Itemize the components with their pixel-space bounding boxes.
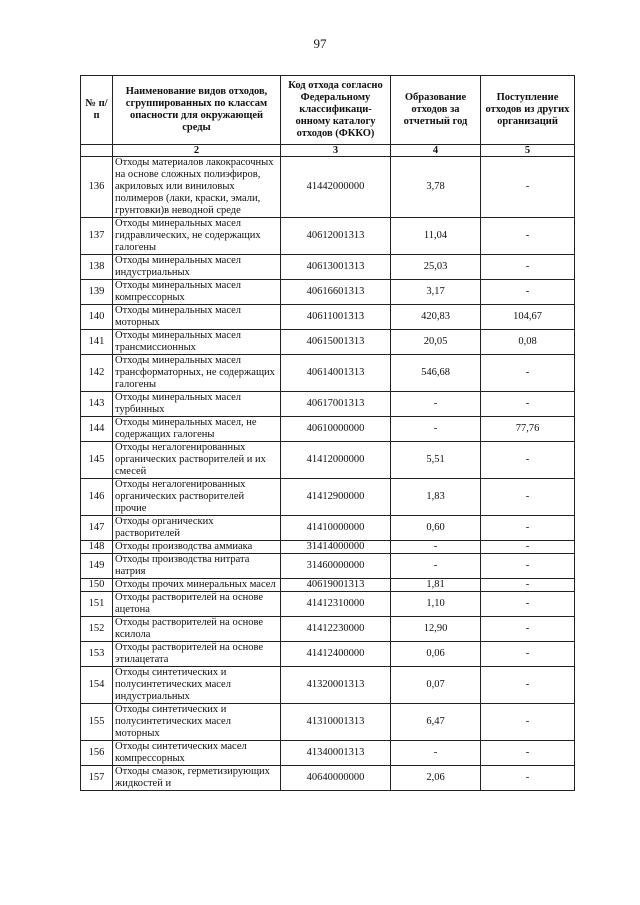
header-num: № п/п xyxy=(81,76,113,145)
table-row xyxy=(81,255,575,280)
row-number: 156 xyxy=(81,741,113,766)
generated-amount: - xyxy=(391,392,481,417)
waste-name: Отходы растворителей на основе ацетона xyxy=(113,592,281,617)
waste-name: Отходы негалогенированных органических растворителей прочие xyxy=(113,479,281,516)
received-amount: - xyxy=(481,704,575,741)
waste-name: Отходы растворителей на основе ксилола xyxy=(113,617,281,642)
received-amount: - xyxy=(481,280,575,305)
row-number: 149 xyxy=(81,554,113,579)
received-amount: - xyxy=(481,218,575,255)
row-number: 139 xyxy=(81,280,113,305)
row-number: 147 xyxy=(81,516,113,541)
row-number: 148 xyxy=(81,541,113,554)
received-amount: - xyxy=(481,642,575,667)
fkko-code: 41442000000 xyxy=(281,157,391,218)
fkko-code: 41320001313 xyxy=(281,667,391,704)
row-number: 152 xyxy=(81,617,113,642)
generated-amount: 0,07 xyxy=(391,667,481,704)
fkko-code: 40615001313 xyxy=(281,330,391,355)
fkko-code: 40611001313 xyxy=(281,305,391,330)
waste-name: Отходы растворителей на основе этилацетата xyxy=(113,642,281,667)
received-amount: 77,76 xyxy=(481,417,575,442)
row-number: 142 xyxy=(81,355,113,392)
table-row xyxy=(81,479,575,516)
received-amount: - xyxy=(481,579,575,592)
waste-name: Отходы синтетических и полусинтетических масел моторных xyxy=(113,704,281,741)
waste-name: Отходы прочих минеральных масел xyxy=(113,579,281,592)
table-row xyxy=(81,330,575,355)
row-number: 157 xyxy=(81,766,113,791)
row-number: 154 xyxy=(81,667,113,704)
received-amount: - xyxy=(481,392,575,417)
fkko-code: 41412900000 xyxy=(281,479,391,516)
row-number: 155 xyxy=(81,704,113,741)
page-number: 97 xyxy=(313,36,327,51)
fkko-code: 41412400000 xyxy=(281,642,391,667)
received-amount: - xyxy=(481,516,575,541)
column-index: 3 xyxy=(281,145,391,157)
received-amount: - xyxy=(481,766,575,791)
waste-name: Отходы смазок, герметизирующих жидкостей и xyxy=(113,766,281,791)
waste-name: Отходы минеральных масел индустриальных xyxy=(113,255,281,280)
row-number: 153 xyxy=(81,642,113,667)
table-row xyxy=(81,617,575,642)
waste-name: Отходы минеральных масел трансформаторных, не содержащих галогены xyxy=(113,355,281,392)
column-index: 2 xyxy=(113,145,281,157)
generated-amount: 1,83 xyxy=(391,479,481,516)
table-row xyxy=(81,157,575,218)
generated-amount: 20,05 xyxy=(391,330,481,355)
table-row xyxy=(81,766,575,791)
fkko-code: 40617001313 xyxy=(281,392,391,417)
fkko-code: 41340001313 xyxy=(281,741,391,766)
generated-amount: 6,47 xyxy=(391,704,481,741)
fkko-code: 31460000000 xyxy=(281,554,391,579)
received-amount: 104,67 xyxy=(481,305,575,330)
generated-amount: 0,60 xyxy=(391,516,481,541)
received-amount: - xyxy=(481,741,575,766)
received-amount: - xyxy=(481,157,575,218)
received-amount: - xyxy=(481,541,575,554)
table-body xyxy=(81,157,575,791)
fkko-code: 40610000000 xyxy=(281,417,391,442)
table-row xyxy=(81,592,575,617)
row-number: 151 xyxy=(81,592,113,617)
column-index: 4 xyxy=(391,145,481,157)
row-number: 138 xyxy=(81,255,113,280)
table-row xyxy=(81,218,575,255)
generated-amount: 5,51 xyxy=(391,442,481,479)
table-row xyxy=(81,392,575,417)
header-name: Наименование видов отходов, сгруппированных по классам опасности для окружающей среды xyxy=(113,76,281,145)
generated-amount: 12,90 xyxy=(391,617,481,642)
fkko-code: 41412230000 xyxy=(281,617,391,642)
table-row xyxy=(81,280,575,305)
received-amount: - xyxy=(481,554,575,579)
generated-amount: 3,17 xyxy=(391,280,481,305)
header-generated: Образование отходов за отчетный год xyxy=(391,76,481,145)
waste-name: Отходы синтетических и полусинтетических масел индустриальных xyxy=(113,667,281,704)
received-amount: - xyxy=(481,479,575,516)
fkko-code: 40616601313 xyxy=(281,280,391,305)
generated-amount: 11,04 xyxy=(391,218,481,255)
waste-name: Отходы материалов лакокрасочных на основе сложных полиэфиров, акриловых или виниловых полимеров (лаки, краски, эмали, грунтовки)в неводной среде xyxy=(113,157,281,218)
table-row xyxy=(81,579,575,592)
generated-amount: 546,68 xyxy=(391,355,481,392)
table-row xyxy=(81,442,575,479)
header-row xyxy=(81,76,575,145)
table-row xyxy=(81,554,575,579)
waste-name: Отходы минеральных масел, не содержащих галогены xyxy=(113,417,281,442)
table-row xyxy=(81,704,575,741)
column-index: 5 xyxy=(481,145,575,157)
fkko-code: 31414000000 xyxy=(281,541,391,554)
generated-amount: 420,83 xyxy=(391,305,481,330)
row-number: 140 xyxy=(81,305,113,330)
column-index-row xyxy=(81,145,575,157)
waste-name: Отходы минеральных масел моторных xyxy=(113,305,281,330)
received-amount: - xyxy=(481,442,575,479)
table-row xyxy=(81,541,575,554)
generated-amount: - xyxy=(391,741,481,766)
fkko-code: 41412000000 xyxy=(281,442,391,479)
row-number: 137 xyxy=(81,218,113,255)
received-amount: 0,08 xyxy=(481,330,575,355)
generated-amount: 25,03 xyxy=(391,255,481,280)
waste-name: Отходы органических растворителей xyxy=(113,516,281,541)
header-received: Поступление отходов из других организаций xyxy=(481,76,575,145)
waste-table xyxy=(80,75,575,791)
generated-amount: 1,81 xyxy=(391,579,481,592)
table-row xyxy=(81,355,575,392)
generated-amount: - xyxy=(391,417,481,442)
generated-amount: - xyxy=(391,554,481,579)
fkko-code: 40640000000 xyxy=(281,766,391,791)
table-row xyxy=(81,642,575,667)
received-amount: - xyxy=(481,592,575,617)
generated-amount: 2,06 xyxy=(391,766,481,791)
fkko-code: 41412310000 xyxy=(281,592,391,617)
generated-amount: 1,10 xyxy=(391,592,481,617)
fkko-code: 40619001313 xyxy=(281,579,391,592)
table-row xyxy=(81,741,575,766)
row-number: 150 xyxy=(81,579,113,592)
fkko-code: 41310001313 xyxy=(281,704,391,741)
received-amount: - xyxy=(481,667,575,704)
row-number: 141 xyxy=(81,330,113,355)
waste-name: Отходы минеральных масел турбинных xyxy=(113,392,281,417)
column-index xyxy=(81,145,113,157)
row-number: 146 xyxy=(81,479,113,516)
row-number: 136 xyxy=(81,157,113,218)
waste-name: Отходы минеральных масел компрессорных xyxy=(113,280,281,305)
waste-name: Отходы минеральных масел трансмиссионных xyxy=(113,330,281,355)
row-number: 145 xyxy=(81,442,113,479)
fkko-code: 41410000000 xyxy=(281,516,391,541)
table-row xyxy=(81,667,575,704)
generated-amount: 0,06 xyxy=(391,642,481,667)
fkko-code: 40613001313 xyxy=(281,255,391,280)
waste-name: Отходы производства нитрата натрия xyxy=(113,554,281,579)
table-row xyxy=(81,417,575,442)
fkko-code: 40614001313 xyxy=(281,355,391,392)
generated-amount: 3,78 xyxy=(391,157,481,218)
table-row xyxy=(81,305,575,330)
table-row xyxy=(81,516,575,541)
waste-name: Отходы минеральных масел гидравлических, не содержащих галогены xyxy=(113,218,281,255)
received-amount: - xyxy=(481,355,575,392)
header-code: Код отхода согласно Федеральному классификаци-онному каталогу отходов (ФККО) xyxy=(281,76,391,145)
received-amount: - xyxy=(481,617,575,642)
waste-name: Отходы синтетических масел компрессорных xyxy=(113,741,281,766)
generated-amount: - xyxy=(391,541,481,554)
row-number: 144 xyxy=(81,417,113,442)
waste-name: Отходы производства аммиака xyxy=(113,541,281,554)
fkko-code: 40612001313 xyxy=(281,218,391,255)
waste-name: Отходы негалогенированных органических растворителей и их смесей xyxy=(113,442,281,479)
received-amount: - xyxy=(481,255,575,280)
row-number: 143 xyxy=(81,392,113,417)
